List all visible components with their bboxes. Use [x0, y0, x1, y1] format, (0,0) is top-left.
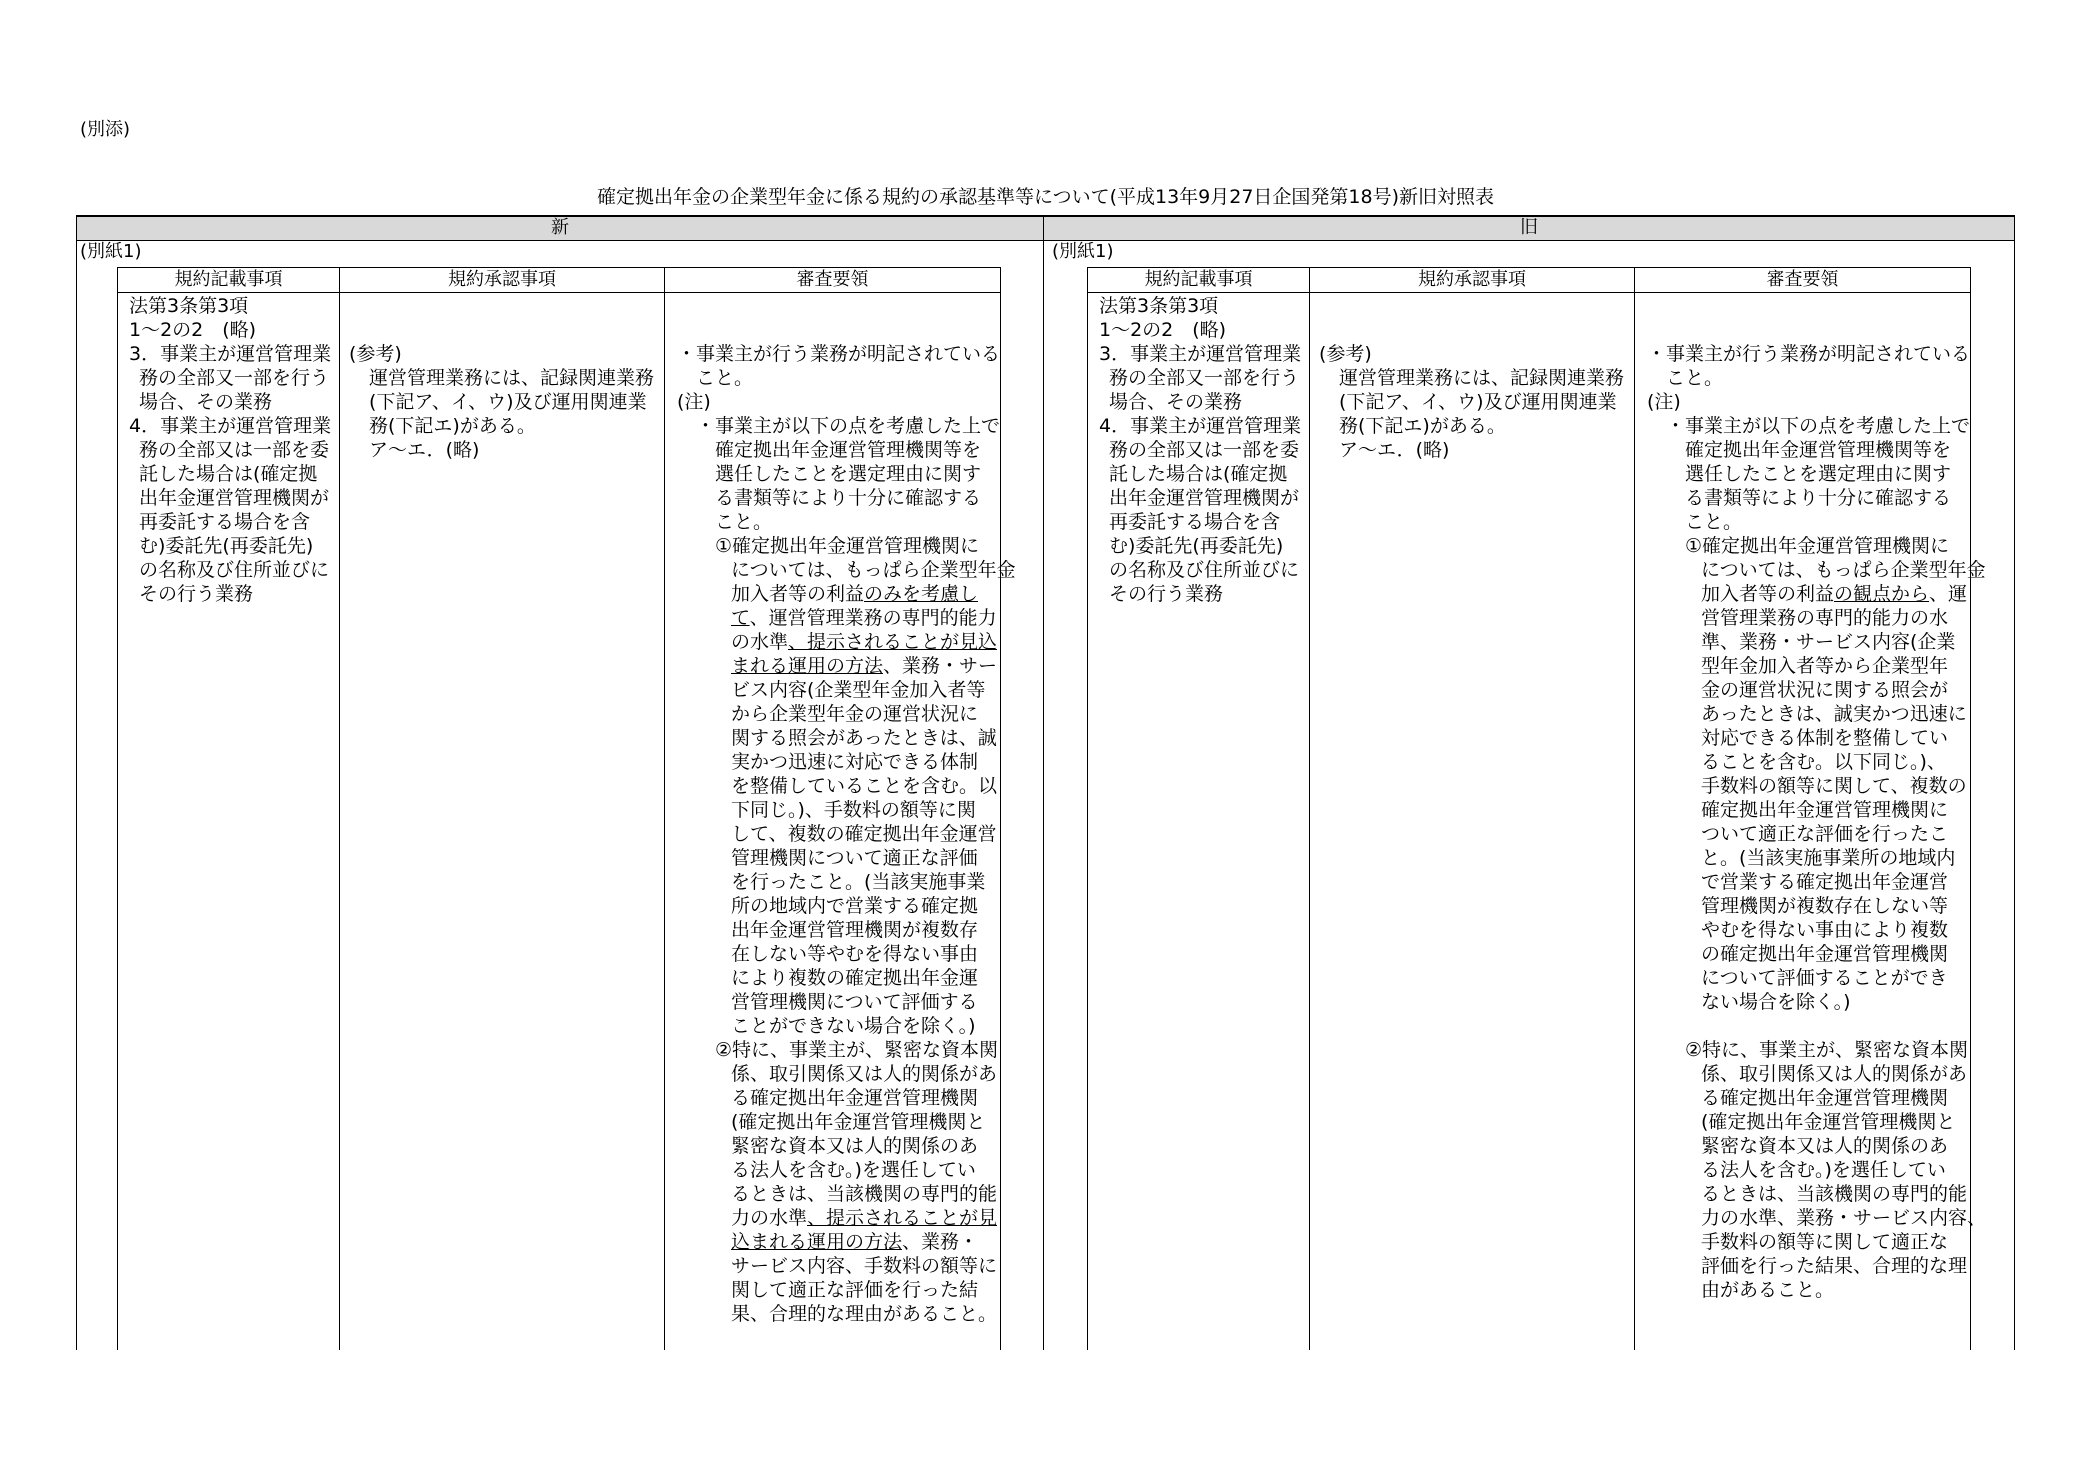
text-line: については、もっぱら企業型年金	[1701, 559, 1986, 581]
column-header: 審査要領	[1766, 269, 1839, 290]
text-line: 確定拠出年金運営管理機関等を	[1685, 439, 1952, 461]
text-line: 再委託する場合を含	[1109, 511, 1281, 533]
text-line: ・事業主が行う業務が明記されている	[677, 343, 1001, 365]
text-line: 営管理業務の専門的能力の水	[1701, 607, 1949, 629]
text-line: (確定拠出年金運営管理機関と	[731, 1111, 986, 1133]
text-line: 務(下記エ)がある。	[369, 415, 536, 437]
text-line: 務の全部又一部を行う	[1109, 367, 1300, 389]
text-line: 選任したことを選定理由に関す	[1685, 463, 1952, 485]
underlined-revision-text: のみを考慮し	[864, 583, 979, 605]
text-segment: 、業務・サー	[883, 655, 998, 677]
text-line: ・事業主が行う業務が明記されている	[1647, 343, 1971, 365]
table-border-right	[2014, 215, 2015, 1350]
column-header: 審査要領	[796, 269, 869, 290]
text-line: 関する照会があったときは、誠	[731, 727, 997, 749]
text-line: 務の全部又は一部を委	[1109, 439, 1300, 461]
text-segment: 、運営管理業務の専門的能力	[749, 607, 997, 629]
underlined-revision-text: 、提示されることが見込	[788, 631, 998, 653]
text-line: 下同じ。)、手数料の額等に関	[731, 799, 976, 821]
text-line: る法人を含む。)を選任してい	[731, 1159, 976, 1181]
header-old: 旧	[1044, 216, 2014, 240]
text-line: 準、業務・サービス内容(企業	[1701, 631, 1956, 653]
text-line: こと。	[696, 367, 754, 389]
text-line	[731, 606, 997, 630]
text-line: 対応できる体制を整備してい	[1701, 727, 1949, 749]
text-line: から企業型年金の運営状況に	[731, 703, 979, 725]
text-line: 緊密な資本又は人的関係のあ	[1701, 1135, 1949, 1157]
table-border-left	[76, 215, 77, 1350]
column-divider	[1309, 267, 1310, 1350]
text-line: 係、取引関係又は人的関係があ	[1701, 1063, 1968, 1085]
text-line: の確定拠出年金運営管理機関	[1701, 943, 1949, 965]
text-line: して、複数の確定拠出年金運営	[731, 823, 997, 845]
sheet-label-old: (別紙1)	[1052, 241, 1114, 262]
text-line: ①確定拠出年金運営管理機関に	[715, 535, 980, 557]
underlined-revision-text: て	[731, 607, 750, 629]
text-line: 法第3条第3項	[129, 295, 249, 317]
text-line: 場合、その業務	[1109, 391, 1243, 413]
text-line: 確定拠出年金運営管理機関等を	[715, 439, 982, 461]
text-segment: 加入者等の利益	[1701, 583, 1835, 605]
text-line: ②特に、事業主が、緊密な資本関	[715, 1039, 999, 1061]
text-line	[731, 1206, 997, 1230]
column-divider	[1634, 267, 1635, 1350]
text-line: (注)	[677, 391, 711, 413]
text-line	[731, 1230, 978, 1254]
text-line: 1～2の2 (略)	[129, 319, 257, 341]
text-line: 法第3条第3項	[1099, 295, 1219, 317]
text-line: 力の水準、業務・サービス内容、	[1701, 1207, 1987, 1229]
text-line	[731, 582, 978, 606]
text-line	[731, 654, 997, 678]
text-line	[731, 630, 997, 654]
text-line: ②特に、事業主が、緊密な資本関	[1685, 1039, 1969, 1061]
underlined-revision-text: まれる運用の方法	[731, 655, 884, 677]
column-divider	[117, 267, 118, 1350]
text-line: その行う業務	[139, 583, 254, 605]
text-line: 営管理機関について評価する	[731, 991, 978, 1013]
text-line: で営業する確定拠出年金運営	[1701, 871, 1949, 893]
header-new: 新	[77, 216, 1043, 240]
text-line: 務(下記エ)がある。	[1339, 415, 1506, 437]
text-line: (下記ア、イ、ウ)及び運用関連業	[369, 391, 647, 413]
column-header-divider	[117, 292, 1001, 293]
text-line: 由があること。	[1701, 1279, 1835, 1301]
text-segment: 、運	[1929, 583, 1968, 605]
text-line: 務の全部又一部を行う	[139, 367, 330, 389]
underlined-revision-text: 、提示されることが見	[807, 1207, 998, 1229]
text-line: 金の運営状況に関する照会が	[1701, 679, 1949, 701]
text-line: については、もっぱら企業型年金	[731, 559, 1016, 581]
text-line: を行ったこと。(当該実施事業	[731, 871, 986, 893]
column-divider	[664, 267, 665, 1350]
header-divider	[76, 240, 2015, 241]
text-line: ない場合を除く。)	[1701, 991, 1851, 1013]
column-header: 規約承認事項	[1418, 269, 1526, 290]
text-line: 管理機関について適正な評価	[731, 847, 978, 869]
text-line: 選任したことを選定理由に関す	[715, 463, 982, 485]
text-line: ア～エ．(略)	[369, 439, 480, 461]
underlined-revision-text: の観点から	[1834, 583, 1930, 605]
text-line: ア～エ．(略)	[1339, 439, 1450, 461]
text-line: サービス内容、手数料の額等に	[731, 1255, 998, 1277]
text-line: 手数料の額等に関して、複数の	[1701, 775, 1967, 797]
text-line: (参考)	[1319, 343, 1372, 365]
text-line: 係、取引関係又は人的関係があ	[731, 1063, 998, 1085]
text-line: ビス内容(企業型年金加入者等	[731, 679, 986, 701]
text-line: 実かつ迅速に対応できる体制	[731, 751, 979, 773]
text-line: ることを含む。以下同じ。)、	[1701, 751, 1946, 773]
text-line: ついて適正な評価を行ったこ	[1701, 823, 1949, 845]
text-line: こと。	[715, 511, 773, 533]
text-line: 在しない等やむを得ない事由	[731, 943, 979, 965]
text-line: こと。	[1666, 367, 1724, 389]
text-line: を整備していることを含む。以	[731, 775, 998, 797]
text-line: の名称及び住所並びに	[139, 559, 330, 581]
text-line: 確定拠出年金運営管理機関に	[1701, 799, 1949, 821]
text-line: 4．事業主が運営管理業	[1099, 415, 1302, 437]
text-line: 3．事業主が運営管理業	[129, 343, 332, 365]
column-divider	[339, 267, 340, 1350]
text-line: あったときは、誠実かつ迅速に	[1701, 703, 1967, 725]
column-divider	[1000, 267, 1001, 1350]
text-line: 4．事業主が運営管理業	[129, 415, 332, 437]
text-line: 再委託する場合を含	[139, 511, 311, 533]
sheet-label-new: (別紙1)	[80, 241, 142, 262]
text-line: 運営管理業務には、記録関連業務	[369, 367, 655, 389]
text-line: (下記ア、イ、ウ)及び運用関連業	[1339, 391, 1617, 413]
text-line: 所の地域内で営業する確定拠	[731, 895, 979, 917]
text-line: るときは、当該機関の専門的能	[731, 1183, 998, 1205]
text-line: 場合、その業務	[139, 391, 273, 413]
text-line: る法人を含む。)を選任してい	[1701, 1159, 1946, 1181]
text-line: 手数料の額等に関して適正な	[1701, 1231, 1949, 1253]
text-line: 託した場合は(確定拠	[139, 463, 318, 485]
text-line: 務の全部又は一部を委	[139, 439, 330, 461]
text-line: る書類等により十分に確認する	[715, 487, 982, 509]
text-line: む)委託先(再委託先)	[1109, 535, 1284, 557]
text-line: 託した場合は(確定拠	[1109, 463, 1288, 485]
text-line: について評価することができ	[1701, 967, 1948, 989]
text-line: る確定拠出年金運営管理機関	[731, 1087, 979, 1109]
text-line: 出年金運営管理機関が	[139, 487, 330, 509]
table-border-top	[76, 215, 2015, 217]
text-line: 出年金運営管理機関が複数存	[731, 919, 979, 941]
text-line: の名称及び住所並びに	[1109, 559, 1300, 581]
text-line: ことができない場合を除く。)	[731, 1015, 976, 1037]
text-segment: 加入者等の利益	[731, 583, 865, 605]
text-line: 関して適正な評価を行った結	[731, 1279, 979, 1301]
text-line	[1701, 582, 1967, 606]
text-line: るときは、当該機関の専門的能	[1701, 1183, 1968, 1205]
text-line: 管理機関が複数存在しない等	[1701, 895, 1949, 917]
text-segment: の水準	[731, 631, 789, 653]
text-line: る確定拠出年金運営管理機関	[1701, 1087, 1949, 1109]
text-line: 運営管理業務には、記録関連業務	[1339, 367, 1625, 389]
text-line: ・事業主が以下の点を考慮した上で	[1666, 415, 1971, 437]
column-header: 規約記載事項	[174, 269, 283, 290]
text-segment: 力の水準	[731, 1207, 808, 1229]
column-divider	[1970, 267, 1971, 1350]
text-line: む)委託先(再委託先)	[139, 535, 314, 557]
text-line: ①確定拠出年金運営管理機関に	[1685, 535, 1950, 557]
underlined-revision-text: 込まれる運用の方法	[731, 1231, 903, 1253]
text-line: 評価を行った結果、合理的な理	[1701, 1255, 1968, 1277]
text-segment: 、業務・	[902, 1231, 979, 1253]
column-header-divider	[1087, 292, 1971, 293]
text-line: (参考)	[349, 343, 402, 365]
text-line: 型年金加入者等から企業型年	[1701, 655, 1949, 677]
text-line: 出年金運営管理機関が	[1109, 487, 1300, 509]
text-line: (確定拠出年金運営管理機関と	[1701, 1111, 1956, 1133]
text-line: ・事業主が以下の点を考慮した上で	[696, 415, 1001, 437]
column-header: 規約承認事項	[448, 269, 556, 290]
text-line: こと。	[1685, 511, 1743, 533]
text-line: 緊密な資本又は人的関係のあ	[731, 1135, 979, 1157]
text-line: と。(当該実施事業所の地域内	[1701, 847, 1956, 869]
attachment-label: (別添)	[80, 119, 131, 140]
text-line: 1～2の2 (略)	[1099, 319, 1227, 341]
column-divider	[1087, 267, 1088, 1350]
text-line: る書類等により十分に確認する	[1685, 487, 1952, 509]
text-line: 果、合理的な理由があること。	[731, 1303, 998, 1325]
text-line: (注)	[1647, 391, 1681, 413]
table-divider-middle	[1043, 215, 1044, 1350]
text-line: その行う業務	[1109, 583, 1224, 605]
column-header: 規約記載事項	[1144, 269, 1253, 290]
page-title: 確定拠出年金の企業型年金に係る規約の承認基準等について(平成13年9月27日企国発第18号)新旧対照表	[596, 186, 1495, 208]
text-line: 3．事業主が運営管理業	[1099, 343, 1302, 365]
text-line: により複数の確定拠出年金運	[731, 967, 979, 989]
text-line: やむを得ない事由により複数	[1701, 919, 1949, 941]
